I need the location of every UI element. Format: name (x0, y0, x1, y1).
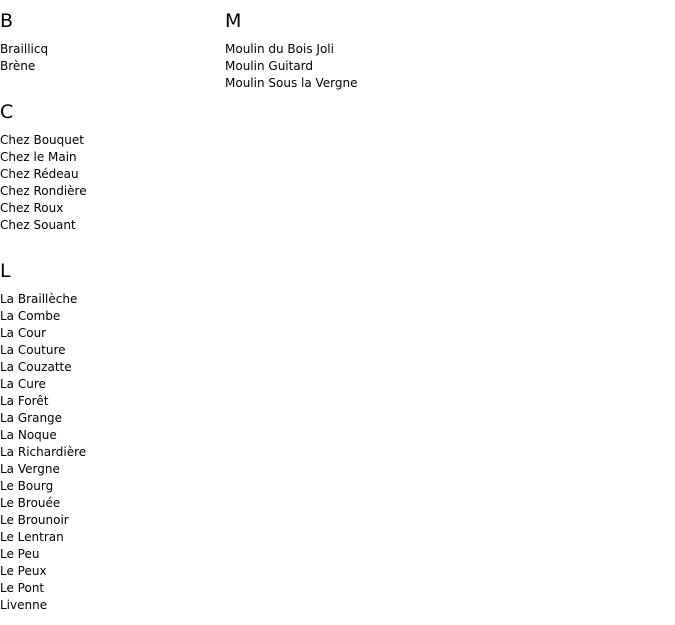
section-letter-b: B (0, 10, 14, 32)
list-item: La Braillèche (0, 292, 78, 306)
section-l (0, 250, 86, 614)
place-list-b (0, 41, 48, 75)
list-item: La Richardière (0, 445, 87, 459)
place-list-m (225, 41, 358, 92)
list-item: Le Bourg (0, 479, 54, 493)
list-item: La Cure (0, 377, 46, 391)
section-letter-m: M (225, 10, 242, 32)
list-item: Chez Souant (0, 218, 76, 232)
list-item: La Couzatte (0, 360, 72, 374)
place-list-c (0, 132, 87, 234)
place-list-l (0, 291, 86, 614)
section-letter-c: C (0, 101, 14, 123)
list-item: Chez Rondière (0, 184, 87, 198)
section-c (0, 91, 87, 234)
list-item: Le Brounoir (0, 513, 69, 527)
list-item: Moulin Sous la Vergne (225, 76, 358, 90)
list-item: Livenne (0, 598, 48, 612)
list-item: Chez Roux (0, 201, 64, 215)
list-item: Le Peu (0, 547, 40, 561)
list-item: La Couture (0, 343, 66, 357)
list-item: Le Pont (0, 581, 45, 595)
list-item: Moulin du Bois Joli (225, 42, 334, 56)
list-item: Chez le Main (0, 150, 77, 164)
section-b (0, 0, 48, 75)
list-item: Chez Bouquet (0, 133, 84, 147)
list-item: La Noque (0, 428, 57, 442)
list-item: Le Brouée (0, 496, 61, 510)
list-item: Brène (0, 59, 36, 73)
list-item: Braillicq (0, 42, 49, 56)
section-letter-l: L (0, 260, 11, 282)
list-item: Le Peux (0, 564, 47, 578)
list-item: La Cour (0, 326, 47, 340)
list-item: Le Lentran (0, 530, 64, 544)
section-m (225, 0, 358, 92)
list-item: La Vergne (0, 462, 60, 476)
list-item: La Forêt (0, 394, 49, 408)
list-item: Chez Rédeau (0, 167, 79, 181)
list-item: La Grange (0, 411, 63, 425)
list-item: La Combe (0, 309, 61, 323)
list-item: Moulin Guitard (225, 59, 314, 73)
